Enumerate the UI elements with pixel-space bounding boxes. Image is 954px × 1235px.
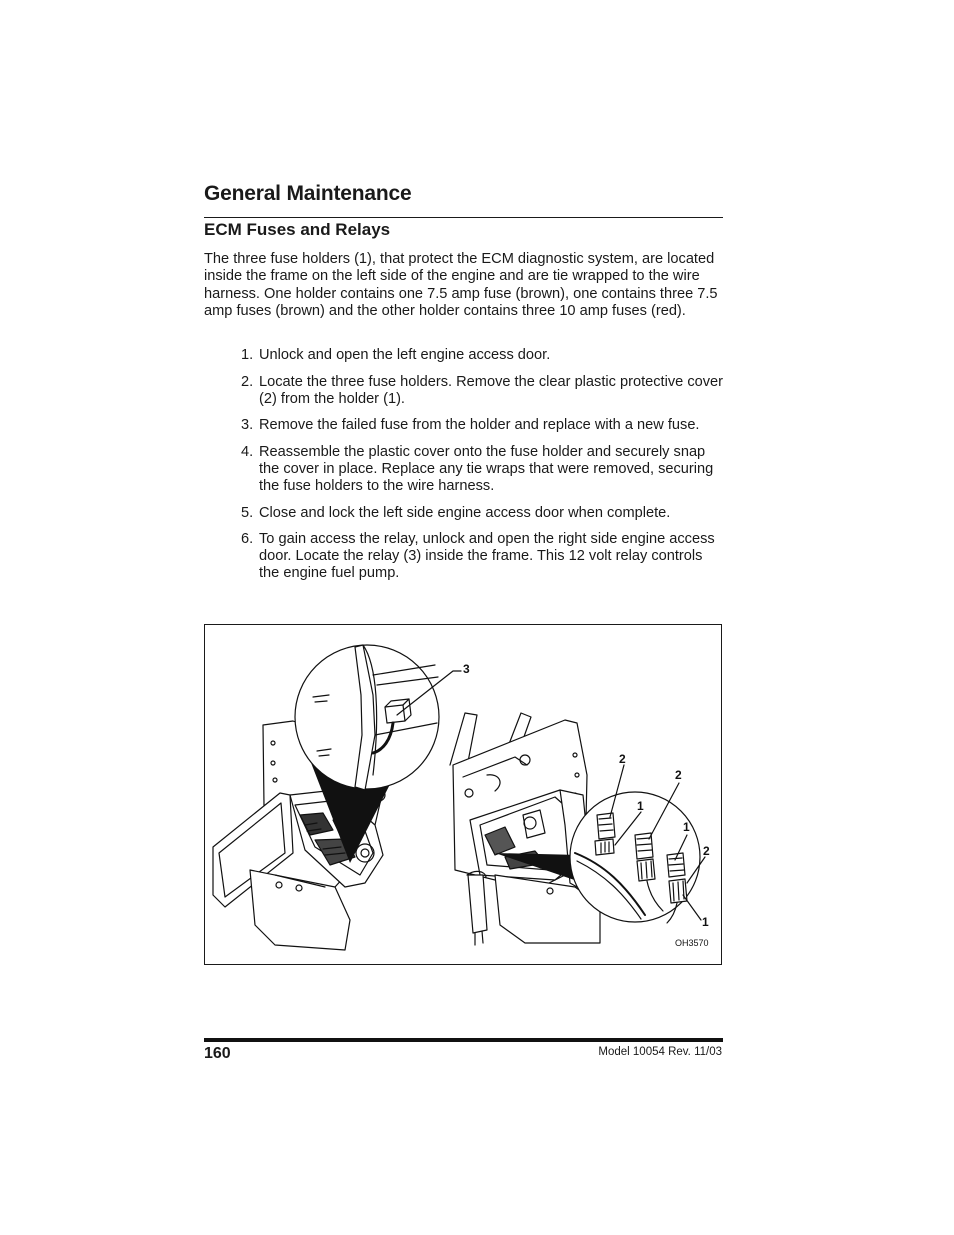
- step-item: [241, 505, 726, 522]
- callout-cover: 2: [675, 768, 682, 782]
- section-title: General Maintenance: [204, 182, 412, 205]
- step-number: 5.: [241, 504, 254, 521]
- page-number: 160: [204, 1045, 231, 1062]
- left-machine-drawing: [213, 645, 439, 950]
- step-number: 6.: [241, 531, 254, 548]
- subsection-title: ECM Fuses and Relays: [204, 220, 391, 239]
- fuse-relay-illustration: [204, 624, 722, 965]
- callout-fuse-holder: 1: [637, 799, 644, 813]
- step-number: 1.: [241, 347, 254, 363]
- step-item: [241, 444, 726, 495]
- intro-paragraph: The three fuse holders (1), that protect the ECM diagnostic system, are located inside the frame on the left side of the engine and are tie wrapped to the wire harness. One holder contains one 7.5 amp fuse (brown), one contains three 7.5 amp fuses (brown) and the other holder contains three 10 amp fuses (red).: [204, 251, 718, 319]
- callout-relay: 3: [463, 662, 470, 676]
- step-item: [241, 417, 726, 434]
- step-number: 2.: [241, 373, 254, 390]
- callout-fuse-holder: 1: [702, 915, 709, 929]
- step-text: Unlock and open the left engine access door.: [259, 347, 551, 363]
- right-machine-drawing: [450, 713, 700, 945]
- step-text: Close and lock the left side engine access door when complete.: [259, 504, 671, 521]
- step-item: [241, 531, 726, 582]
- illustration-svg: [205, 625, 722, 965]
- step-text: Locate the three fuse holders. Remove the clear plastic protective cover (2) from the holder (1).: [259, 373, 723, 407]
- title-rule: [204, 217, 723, 218]
- footer-rule: [204, 1038, 723, 1042]
- step-item: [241, 347, 726, 364]
- callout-fuse-holder: 1: [683, 820, 690, 834]
- step-number: 4.: [241, 444, 254, 461]
- step-number: 3.: [241, 417, 254, 434]
- callout-cover: 2: [703, 844, 710, 858]
- step-item: [241, 374, 726, 408]
- footer-model-revision: Model 10054 Rev. 11/03: [598, 1046, 722, 1058]
- step-text: Reassemble the plastic cover onto the fuse holder and securely snap the cover in place. Replace any tie wraps that were removed, securing the fuse holders to the wire harness.: [259, 444, 714, 495]
- procedure-steps: [241, 347, 726, 592]
- figure-id: OH3570: [675, 938, 709, 948]
- callout-cover: 2: [619, 752, 626, 766]
- step-text: Remove the failed fuse from the holder and replace with a new fuse.: [259, 417, 700, 434]
- step-text: To gain access the relay, unlock and open the right side engine access door. Locate the relay (3) inside the frame. This 12 volt relay controls the engine fuel pump.: [259, 531, 715, 582]
